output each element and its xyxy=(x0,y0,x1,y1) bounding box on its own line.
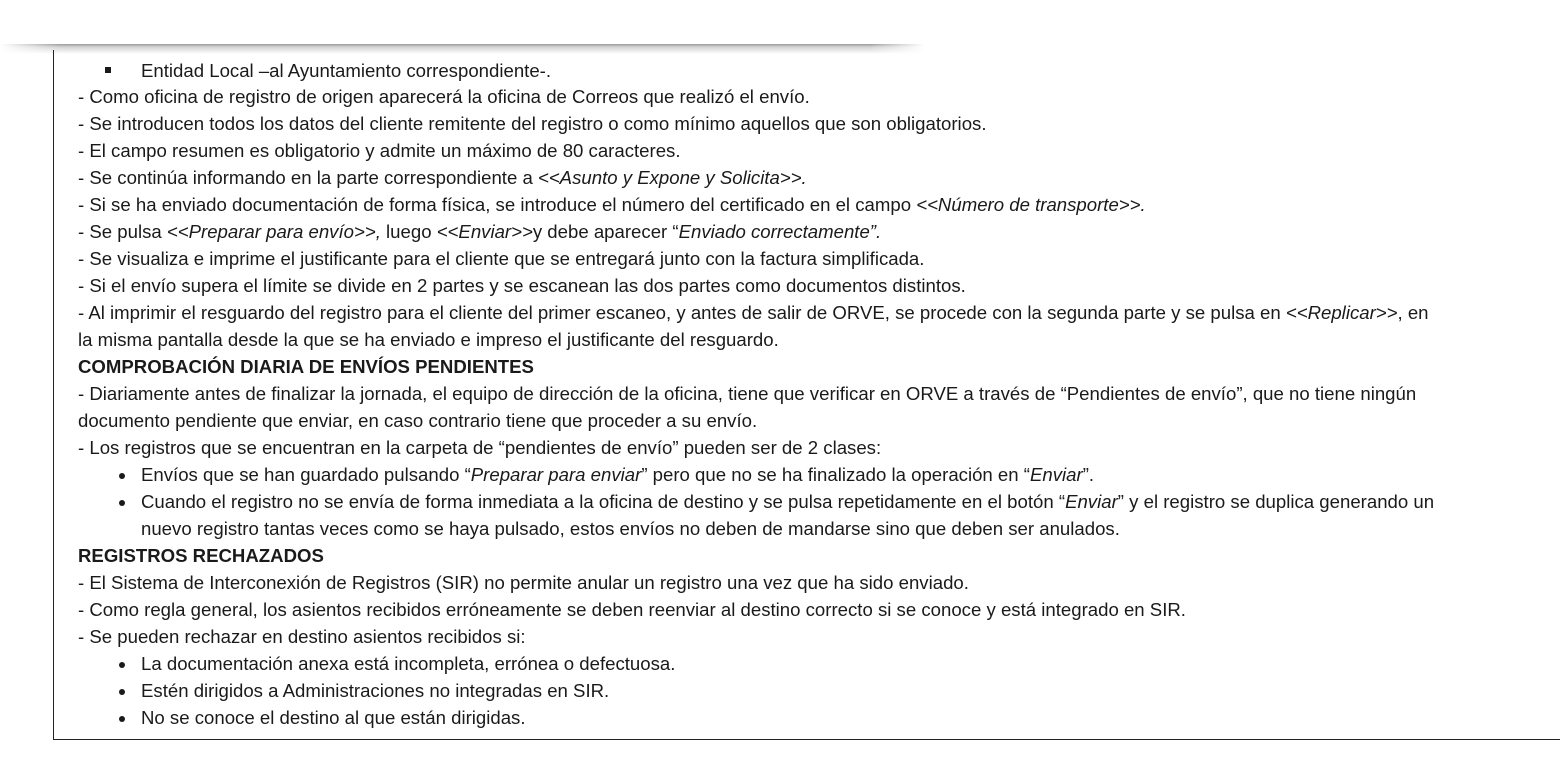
section-heading-rechazados: REGISTROS RECHAZADOS xyxy=(78,545,324,566)
bullet-dot-icon xyxy=(119,500,125,506)
section-heading-pendientes: COMPROBACIÓN DIARIA DE ENVÍOS PENDIENTES xyxy=(78,356,534,377)
paragraph-line: - Se visualiza e imprime el justificante para el cliente que se entregará junto con la factura simplificada. xyxy=(78,248,925,269)
list-item-continuation: nuevo registro tantas veces como se haya pulsado, estos envíos no deben de mandarse sino que deben ser anulados. xyxy=(141,518,1120,539)
bullet-dot-icon xyxy=(119,662,125,668)
paragraph-line: - El campo resumen es obligatorio y admite un máximo de 80 caracteres. xyxy=(78,140,681,161)
paragraph-line-replicar: - Al imprimir el resguardo del registro para el cliente del primer escaneo, y antes de salir de ORVE, se procede con la segunda parte y se pulsa en <<Replicar>>, en xyxy=(78,302,1429,323)
top-bullet-item: Entidad Local –al Ayuntamiento correspondiente-. xyxy=(78,57,978,84)
document-page xyxy=(53,50,1560,740)
paragraph-line: - Diariamente antes de finalizar la jornada, el equipo de dirección de la oficina, tiene que verificar en ORVE a través de “Pendientes de envío”, que no tiene ningún xyxy=(78,383,1417,404)
paragraph-line-transporte: - Si se ha enviado documentación de forma física, se introduce el número del certificado en el campo <<Número de transporte>>. xyxy=(78,194,1146,215)
paragraph-line: - Si el envío supera el límite se divide en 2 partes y se escanean las dos partes como documentos distintos. xyxy=(78,275,966,296)
square-bullet-icon xyxy=(105,67,111,73)
list-item: No se conoce el destino al que están dirigidas. xyxy=(78,704,1278,731)
paragraph-line: - Los registros que se encuentran en la carpeta de “pendientes de envío” pueden ser de 2 clases: xyxy=(78,437,882,458)
list-item: Envíos que se han guardado pulsando “Preparar para enviar” pero que no se ha finalizado la operación en “Enviar”. xyxy=(78,461,1560,488)
paragraph-line-preparar: - Se pulsa <<Preparar para envío>>, luego <<Enviar>>y debe aparecer “Enviado correctamente”. xyxy=(78,221,882,242)
bullet-dot-icon xyxy=(119,716,125,722)
list-item: Cuando el registro no se envía de forma inmediata a la oficina de destino y se pulsa repetidamente en el botón “Enviar” y el registro se duplica generando un xyxy=(78,488,1560,515)
paragraph-line: - El Sistema de Interconexión de Registros (SIR) no permite anular un registro una vez que ha sido enviado. xyxy=(78,572,969,593)
paragraph-line: - Como oficina de registro de origen aparecerá la oficina de Correos que realizó el envío. xyxy=(78,86,810,107)
list-item: Estén dirigidos a Administraciones no integradas en SIR. xyxy=(78,677,1278,704)
paragraph-line: - Se introducen todos los datos del cliente remitente del registro o como mínimo aquellos que son obligatorios. xyxy=(78,113,987,134)
list-item: La documentación anexa está incompleta, errónea o defectuosa. xyxy=(78,650,1278,677)
paragraph-line: la misma pantalla desde la que se ha enviado e impreso el justificante del resguardo. xyxy=(78,329,779,350)
paragraph-line-asunto: - Se continúa informando en la parte correspondiente a <<Asunto y Expone y Solicita>>. xyxy=(78,167,807,188)
paragraph-line: documento pendiente que enviar, en caso contrario tiene que proceder a su envío. xyxy=(78,410,758,431)
bullet-dot-icon xyxy=(119,473,125,479)
paragraph-line: - Se pueden rechazar en destino asientos recibidos si: xyxy=(78,626,526,647)
bullet-dot-icon xyxy=(119,689,125,695)
paragraph-line: - Como regla general, los asientos recibidos erróneamente se deben reenviar al destino correcto si se conoce y está integrado en SIR. xyxy=(78,599,1186,620)
